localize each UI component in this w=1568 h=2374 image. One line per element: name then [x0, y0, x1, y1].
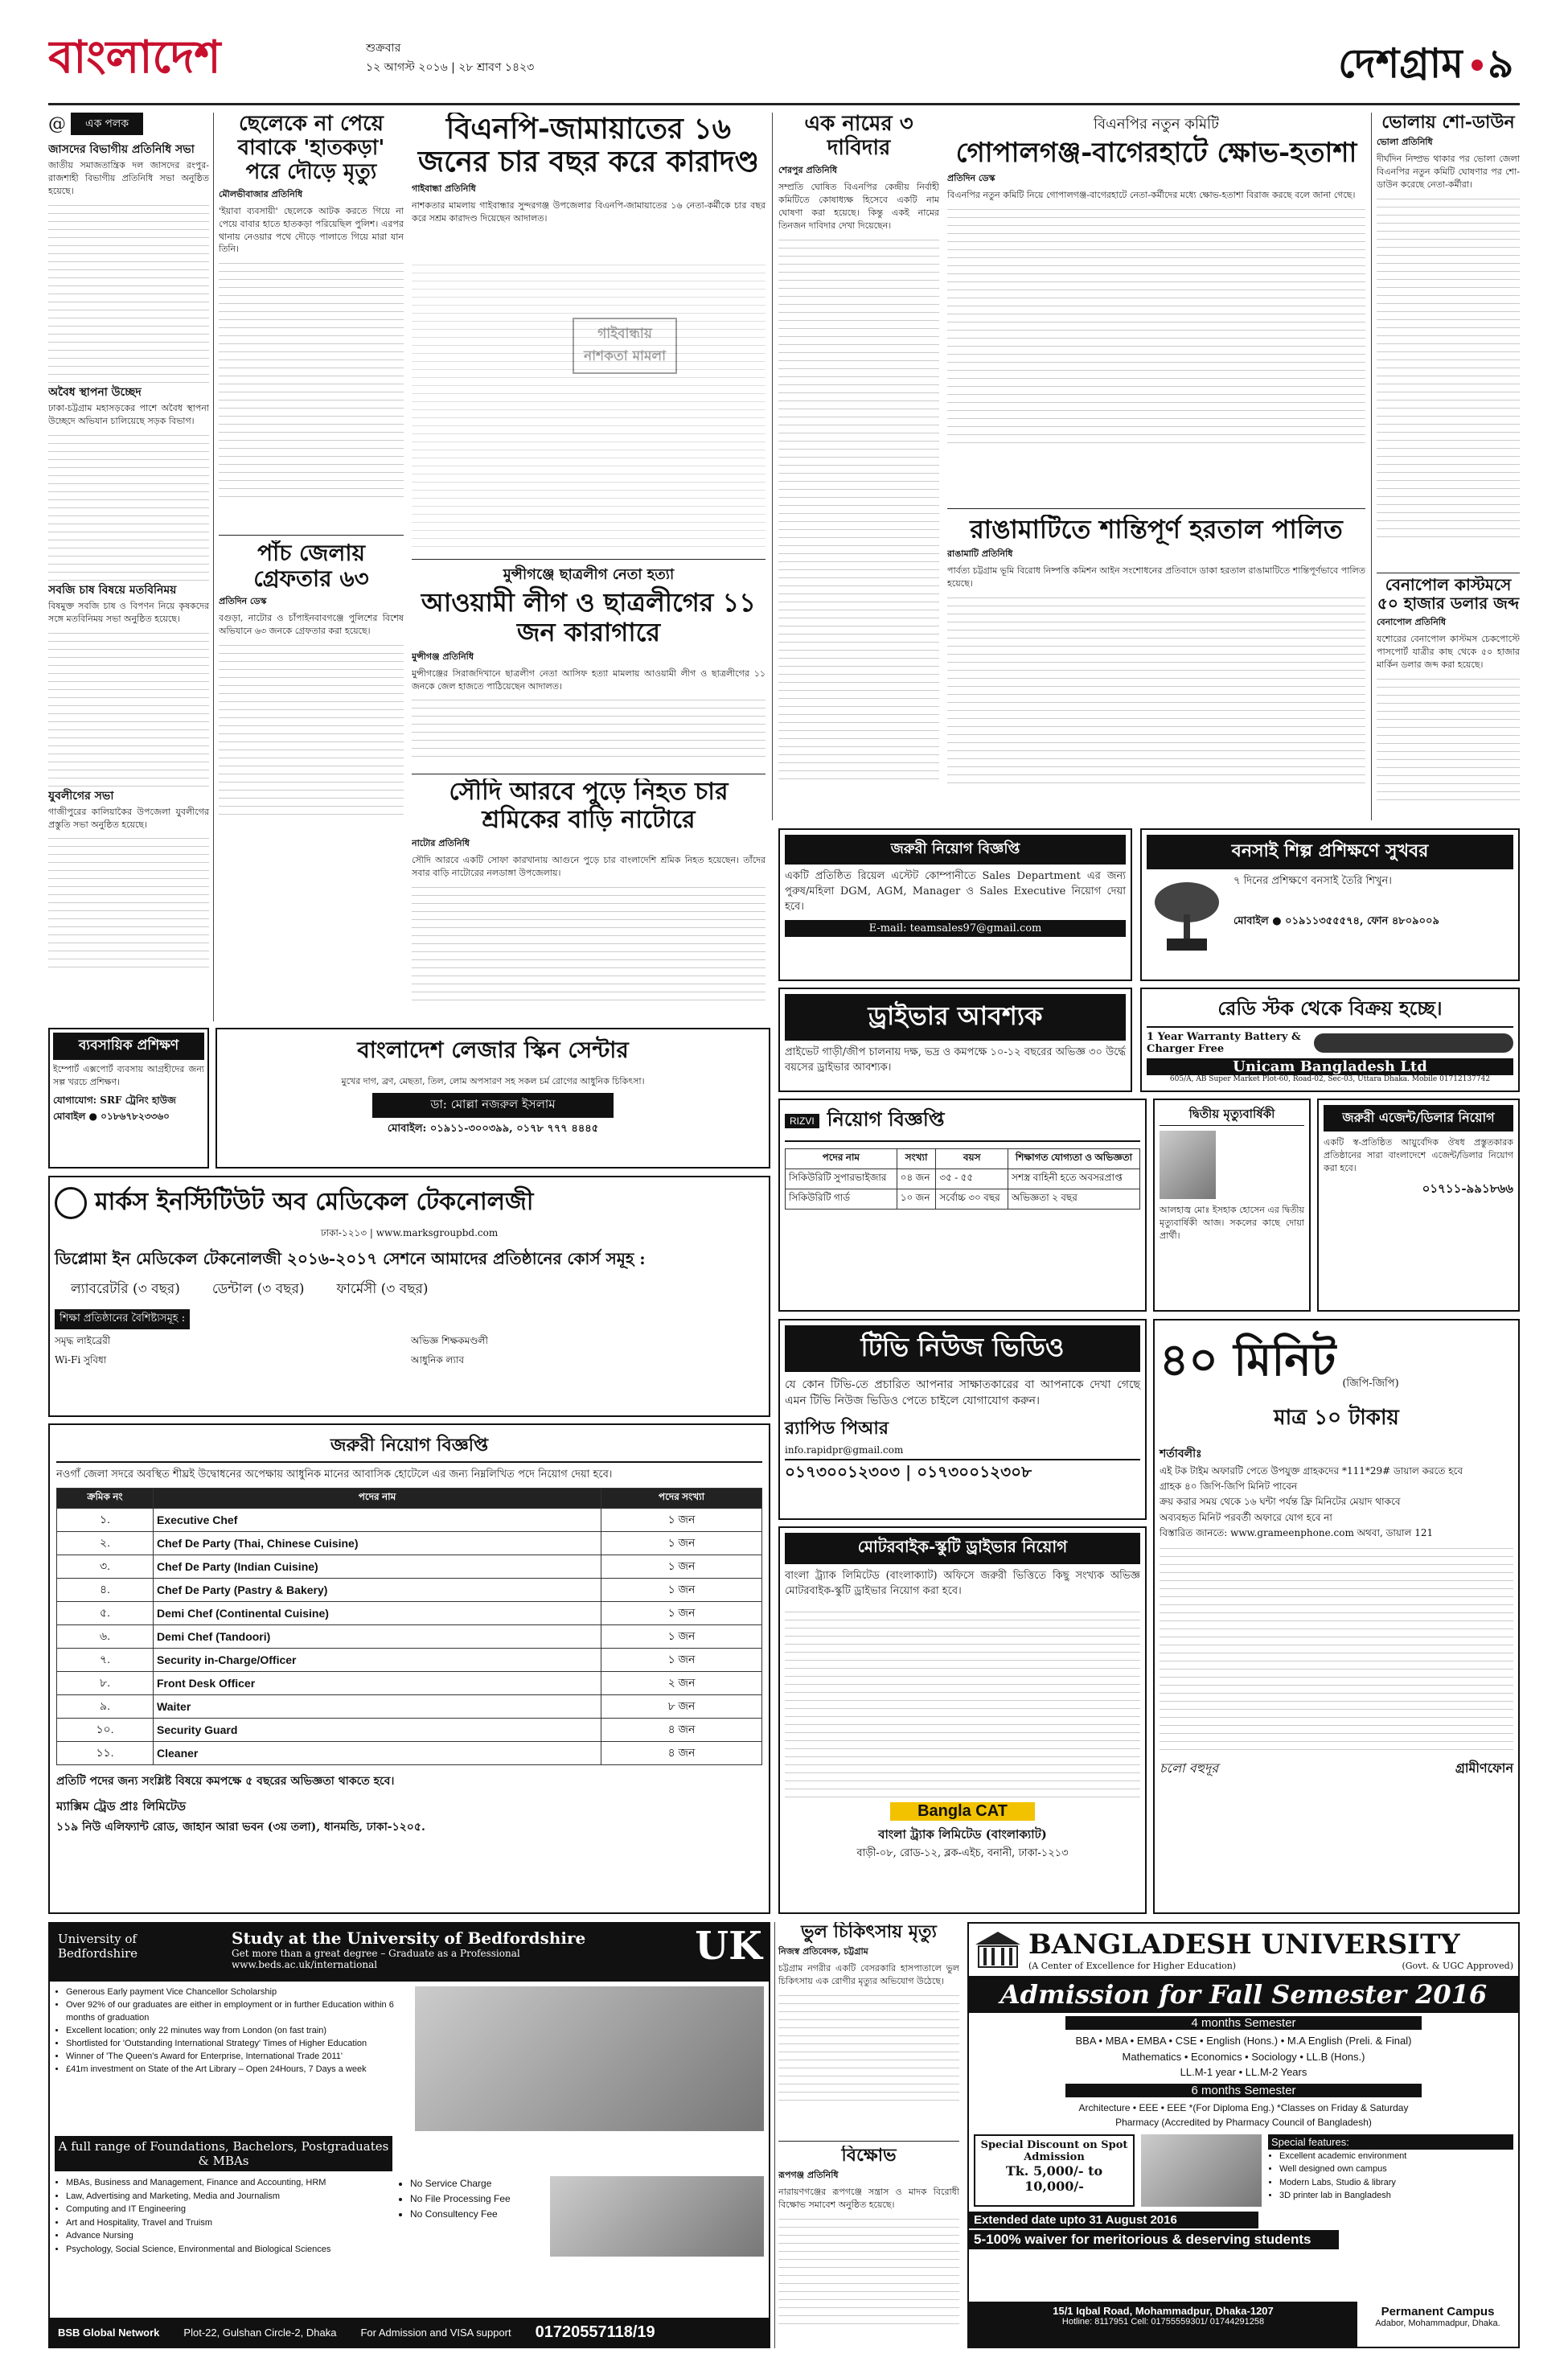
ad-bedford-country: UK	[688, 1924, 769, 1982]
masthead	[48, 23, 1520, 97]
ad-bedford-headline: Study at the University of Bedfordshire	[232, 1928, 586, 1948]
table-cell: অভিজ্ঞতা ২ বছর	[1008, 1189, 1140, 1210]
table-cell: Security Guard	[154, 1718, 601, 1741]
ad-business-contact: যোগাযোগ: SRF ট্রেনিং হাউজ	[53, 1094, 176, 1106]
ad-agent-body: একটি স্ব-প্রতিষ্ঠিত আয়ুর্বেদিক ঔষধ প্রস্তুতকারক প্রতিষ্ঠানের সারা বাংলাদেশে এজেন্ট/ডিলার নিয়োগ করা হবে।	[1324, 1137, 1513, 1173]
ad-hotel-address: ১১৯ নিউ এলিফ্যান্ট রোড, জাহান আরা ভবন (৩য় তলা), ধানমন্ডি, ঢাকা-১২০৫.	[56, 1820, 425, 1834]
table-cell: ১ জন	[601, 1531, 762, 1555]
ad-leather-phone: মোবাইল: ০১৯১১-৩০০৩৯৯, ০১৭৮ ৭৭৭ ৪৪৪৫	[387, 1122, 599, 1135]
table-row	[57, 1694, 762, 1718]
ad-driver	[778, 988, 1132, 1092]
ad-gp-term: ক্রয় করার সময় থেকে ১৬ ঘন্টা পর্যন্ত ফ্রি মিনিটের মেয়াদ থাকবে	[1160, 1496, 1401, 1508]
ad-bonsai	[1140, 828, 1520, 981]
students-photo	[1141, 2134, 1262, 2207]
ad-hotel-col: ক্রমিক নং	[57, 1488, 154, 1508]
table-cell: ৫.	[57, 1601, 154, 1624]
ad-bike-title: মোটরবাইক-স্কুটি ড্রাইভার নিয়োগ	[785, 1533, 1140, 1564]
ek-palok-item-body: ঢাকা-চট্টগ্রাম মহাসড়কের পাশে অবৈধ স্থাপনা উচ্ছেদে অভিযান চালিয়েছে সড়ক বিভাগ।	[48, 402, 209, 426]
ad-bike-body: বাংলা ট্র্যাক লিমিটেড (বাংলাক্যাট) অফিসে জরুরী ভিত্তিতে কিছু সংখ্যক অভিজ্ঞ মোটরবাইক-স্কুটি ড্রাইভার নিয়োগ করা হবে।	[785, 1570, 1140, 1597]
ek-palok-item-title: যুবলীগের সভা	[48, 789, 114, 803]
ad-hotel-title: জরুরী নিয়োগ বিজ্ঞপ্তি	[56, 1431, 762, 1463]
story-benapole	[1377, 576, 1520, 817]
table-cell: সশস্ত্র বাহিনী হতে অবসরপ্রাপ্ত	[1008, 1169, 1140, 1189]
story-bnp	[412, 113, 766, 555]
ad-business-body: ইম্পোর্ট এক্সপোর্ট ব্যবসায় আগ্রহীদের জন্য সল্প খরচে প্রশিক্ষণ।	[53, 1064, 204, 1087]
ad-gp	[1153, 1319, 1520, 1914]
ad-tv	[778, 1319, 1147, 1520]
masthead-day: শুক্রবার	[366, 42, 401, 55]
story-wrong	[778, 1922, 959, 2139]
ad-marks-feature: Wi-Fi সুবিধা	[55, 1354, 107, 1366]
ek-palok-header	[48, 113, 209, 135]
ad-bu-program: Mathematics • Economics • Sociology • LL.B (Hons.)	[1122, 2050, 1365, 2063]
story-gopalganj	[947, 113, 1365, 507]
ad-bu-feature: • Modern Labs, Studio & library	[1279, 2176, 1513, 2190]
ad-bu-program: Pharmacy (Accredited by Pharmacy Council of Bangladesh)	[1115, 2116, 1372, 2128]
ad-bu-program: LL.M-1 year • LL.M-2 Years	[1180, 2066, 1307, 2078]
table-cell: ১.	[57, 1508, 154, 1531]
story-gopalganj-body: বিএনপির নতুন কমিটি নিয়ে গোপালগঞ্জ-বাগেরহাটে নেতা-কর্মীদের মধ্যে ক্ষোভ-হতাশা বিরাজ করছে বলে জানা গেছে।	[947, 190, 1356, 201]
ad-leather-title: বাংলাদেশ লেজার স্কিন সেন্টার	[357, 1037, 629, 1063]
ad-bu-discount: Tk. 5,000/- to 10,000/-	[1005, 2162, 1103, 2194]
story-benapole-byline: বেনাপোল প্রতিনিধি	[1377, 617, 1447, 627]
story-protest-headline: বিক্ষোভ	[841, 2146, 897, 2166]
table-cell: সিকিউরিটি গার্ড	[786, 1189, 897, 1210]
story-benapole-headline: বেনাপোল কাস্টমসে ৫০ হাজার ডলার জব্দ	[1377, 576, 1520, 613]
ad-marks-feature: অভিজ্ঞ শিক্ষকমণ্ডলী	[411, 1335, 488, 1346]
ek-palok-item-title: অবৈধ স্থাপনা উচ্ছেদ	[48, 385, 142, 399]
ad-death-title: দ্বিতীয় মৃত্যুবার্ষিকী	[1160, 1105, 1304, 1126]
ad-rizvi-table	[785, 1148, 1140, 1210]
ad-bedford-perk: • No File Processing Fee	[410, 2191, 544, 2207]
ad-gp-tagline: চলো বহুদূর	[1160, 1760, 1219, 1776]
table-row	[57, 1671, 762, 1694]
ad-unicam	[1140, 988, 1520, 1092]
table-cell: Cleaner	[154, 1741, 601, 1764]
ad-marks	[48, 1176, 770, 1417]
bonsai-tree-icon	[1147, 874, 1227, 955]
portrait-photo	[1160, 1131, 1216, 1199]
ek-palok-item	[48, 787, 209, 968]
table-row	[57, 1624, 762, 1648]
ad-rizvi-col: শিক্ষাগত যোগ্যতা ও অভিজ্ঞতা	[1008, 1149, 1140, 1169]
story-benapole-body: যশোরের বেনাপোল কাস্টমস চেকপোস্টে পাসপোর্ট যাত্রীর কাছ থেকে ৫০ হাজার মার্কিন ডলার জব্দ করা হয়েছে।	[1377, 634, 1520, 670]
story-gopalganj-byline: প্রতিদিন ডেস্ক	[947, 173, 995, 184]
story-awami-headline: আওয়ামী লীগ ও ছাত্রলীগের ১১ জন কারাগারে	[421, 587, 757, 647]
ad-bedford-admission: For Admission and VISA support	[360, 2326, 511, 2339]
table-cell: ১০.	[57, 1718, 154, 1741]
ad-bu-sem4: 4 months Semester	[1065, 2016, 1422, 2030]
story-saudi	[412, 778, 766, 1020]
ad-marks-address: ঢাকা-১২১৩ | www.marksgroupbd.com	[320, 1227, 499, 1238]
ad-tv-brand: র‍্যাপিড পিআর	[785, 1417, 889, 1439]
story-five-byline: প্রতিদিন ডেস্ক	[219, 596, 267, 607]
table-cell: ৬.	[57, 1624, 154, 1648]
ad-bu-address: 15/1 Iqbal Road, Mohammadpur, Dhaka-1207	[1053, 2305, 1274, 2317]
ad-bedford-bullet: • Shortlisted for 'Outstanding International Strategy' Times of Higher Education	[66, 2038, 408, 2051]
student-photo	[550, 2176, 764, 2257]
ad-bu-approved: (Govt. & UGC Approved)	[1402, 1961, 1513, 1971]
table-cell: ১ জন	[601, 1648, 762, 1671]
table-cell: ১ জন	[601, 1555, 762, 1578]
ad-bedford-perk: • No Service Charge	[410, 2176, 544, 2191]
ad-bedford-url: www.beds.ac.uk/international	[232, 1959, 378, 1970]
story-bhola-headline: ভোলায় শো-ডাউন	[1381, 113, 1515, 133]
story-gopalganj-headline: গোপালগঞ্জ-বাগেরহাটে ক্ষোভ-হতাশা	[955, 137, 1357, 169]
ad-bedford	[48, 1922, 770, 2348]
campus-photo	[415, 1986, 764, 2131]
ad-hotel	[48, 1423, 770, 1914]
table-cell: ২ জন	[601, 1671, 762, 1694]
ad-hotel-col: পদের নাম	[154, 1488, 601, 1508]
story-one-name-byline: শেরপুর প্রতিনিধি	[778, 164, 838, 175]
marks-logo-icon	[55, 1187, 87, 1219]
table-cell: ৪ জন	[601, 1741, 762, 1764]
ad-sales-title: জরুরী নিয়োগ বিজ্ঞপ্তি	[785, 835, 1126, 865]
table-row	[57, 1741, 762, 1764]
table-row	[786, 1189, 1140, 1210]
ad-bedford-range: A full range of Foundations, Bachelors, Postgraduates & MBAs	[55, 2136, 392, 2171]
ek-palok-label: এক পলক	[71, 113, 143, 135]
table-cell: Chef De Party (Indian Cuisine)	[154, 1555, 601, 1578]
ad-bedford-sub: Get more than a great degree – Graduate as a Professional	[232, 1948, 520, 1959]
table-row	[57, 1508, 762, 1531]
ad-business	[48, 1028, 209, 1169]
ad-bedford-phone: 01720557118/19	[535, 2323, 655, 2341]
story-bnp-body: নাশকতার মামলায় গাইবান্ধার সুন্দরগঞ্জ উপজেলার বিএনপি-জামায়াতের ১৬ নেতা-কর্মীকে চার বছর করে সশ্রম কারাদণ্ড দিয়েছেন আদালত।	[412, 199, 766, 224]
ad-sales	[778, 828, 1132, 981]
table-cell: ২.	[57, 1531, 154, 1555]
story-rangamati	[947, 515, 1365, 820]
ad-bu-campus-addr: Adabor, Mohammadpur, Dhaka.	[1375, 2319, 1500, 2328]
story-saudi-byline: নাটোর প্রতিনিধি	[412, 838, 470, 848]
story-wrong-byline: নিজস্ব প্রতিবেদক, চট্টগ্রাম	[778, 1946, 868, 1957]
section-dot-icon	[1472, 60, 1483, 71]
ad-gp-term: বিস্তারিত জানতে: www.grameenphone.com অথবা, ডায়াল 121	[1160, 1526, 1434, 1538]
table-row	[786, 1169, 1140, 1189]
story-protest-byline: রূপগঞ্জ প্রতিনিধি	[778, 2170, 839, 2181]
table-row	[57, 1718, 762, 1741]
ad-marks-feature: সমৃদ্ধ লাইব্রেরী	[55, 1335, 111, 1346]
ad-bedford-agent: BSB Global Network	[58, 2326, 160, 2339]
ad-unicam-warranty: 1 Year Warranty Battery & Charger Free	[1147, 1031, 1301, 1055]
ad-gp-brand: গ্রামীণফোন	[1455, 1760, 1513, 1776]
ad-business-phone: মোবাইল ● ০১৮৬৭৮২৩৩৬০	[53, 1110, 170, 1122]
ad-bu-banner: Admission for Fall Semester 2016	[969, 1976, 1518, 2013]
ad-bonsai-title: বনসাই শিল্প প্রশিক্ষণে সুখবর	[1147, 835, 1513, 869]
table-cell: ১১.	[57, 1741, 154, 1764]
section-title: দেশগ্রাম	[1338, 39, 1463, 87]
ad-tv-title: টিভি নিউজ ভিডিও	[785, 1325, 1140, 1372]
ad-rizvi-title: নিয়োগ বিজ্ঞপ্তি	[827, 1107, 945, 1131]
ad-bu-program: BBA • MBA • EMBA • CSE • English (Hons.) • M.A English (Preli. & Final)	[1075, 2035, 1412, 2047]
story-one-name-headline: এক নামের ৩ দাবিদার	[804, 113, 913, 160]
ad-bonsai-phone: মোবাইল ● ০১৯১১৩৫৫৫৭৪, ফোন ৪৮০৯০০৯	[1233, 914, 1439, 927]
ek-palok-item	[48, 581, 209, 787]
ad-marks-course: ডেন্টাল (৩ বছর)	[211, 1281, 305, 1297]
ad-bike-address: বাড়ী-০৮, রোড-১২, ব্লক-এইচ, বনানী, ঢাকা-১২১৩	[856, 1846, 1069, 1859]
table-cell: Chef De Party (Thai, Chinese Cuisine)	[154, 1531, 601, 1555]
ad-bu-feature: • Well designed own campus	[1279, 2162, 1513, 2176]
ad-leather-body: মুখের দাগ, ব্রণ, মেছতা, তিল, লোম অপসারণ সহ সকল চর্ম রোগের আধুনিক চিকিৎসা।	[341, 1076, 645, 1086]
ad-death-body: আলহাজ্ব মোঃ ইসহাক হোসেন এর দ্বিতীয় মৃত্যুবার্ষিকী আজ। সকলের কাছে দোয়া প্রার্থী।	[1160, 1205, 1304, 1241]
story-rangamati-headline: রাঙামাটিতে শান্তিপূর্ণ হরতাল পালিত	[970, 515, 1343, 544]
ad-marks-name: মার্কস ইনস্টিটিউট অব মেডিকেল টেকনোলজী	[95, 1188, 534, 1216]
story-one-name-body: সম্প্রতি ঘোষিত বিএনপির কেন্দ্রীয় নির্বাহী কমিটিতে কোষাধ্যক্ষ হিসেবে একটি নাম ঘোষণা করা হয়েছে। কিন্তু একই নামের তিনজন দাবিদার দেখা দিয়েছেন।	[778, 181, 939, 231]
table-cell: Security in-Charge/Officer	[154, 1648, 601, 1671]
story-awami	[412, 563, 766, 772]
ad-hotel-intro: নওগাঁ জেলা সদরে অবস্থিত শীঘ্রই উদ্বোধনের অপেক্ষায় আধুনিক মানের আবাসিক হোটেলে এর জন্য নিম্নলিখিত পদে নিয়োগ দেয়া হবে।	[56, 1468, 613, 1481]
ad-bu-sem6: 6 months Semester	[1065, 2084, 1422, 2097]
ad-gp-term: গ্রাহক ৪০ জিপি-জিপি মিনিট পাবেন	[1160, 1481, 1298, 1493]
ad-bu-hotline: Hotline: 8117951 Cell: 01755559301/ 01744291258	[1061, 2317, 1265, 2327]
ad-bu-extended: Extended date upto 31 August 2016	[969, 2212, 1258, 2228]
ad-bedford-address: Plot-22, Gulshan Circle-2, Dhaka	[183, 2326, 337, 2339]
ad-hotel-footer: প্রতিটি পদের জন্য সংশ্লিষ্ট বিষয়ে কমপক্ষে ৫ বছরের অভিজ্ঞতা থাকতে হবে।	[56, 1774, 395, 1788]
story-one-name	[778, 113, 939, 820]
ad-bedford-course: • Psychology, Social Science, Environmental and Biological Sciences	[66, 2243, 392, 2257]
ad-tv-phone: ০১৭৩০০১২৩০৩ | ০১৭৩০০১২৩০৮	[785, 1459, 1140, 1487]
ad-rizvi-logo: RIZVI	[785, 1114, 819, 1128]
ek-palok-item-body: গাজীপুরের কালিয়াকৈর উপজেলা যুবলীগের প্রস্তুতি সভা অনুষ্ঠিত হয়েছে।	[48, 806, 209, 830]
ad-bu-campus: Permanent Campus	[1381, 2305, 1495, 2319]
table-cell: ৮.	[57, 1671, 154, 1694]
table-cell: Executive Chef	[154, 1508, 601, 1531]
table-row	[57, 1648, 762, 1671]
page-number: ৯	[1488, 39, 1514, 87]
table-cell: ১ জন	[601, 1508, 762, 1531]
ad-gp-offer: ৪০ মিনিট	[1160, 1333, 1336, 1386]
table-cell: সর্বোচ্চ ৩০ বছর	[936, 1189, 1008, 1210]
ad-driver-body: প্রাইভেট গাড়ী/জীপ চালনায় দক্ষ, ভদ্র ও কমপক্ষে ১০-১২ বছরের অভিজ্ঞ ৩০ উর্দ্ধে বয়সের ড্রাইভার আবশ্যক।	[785, 1046, 1126, 1074]
ad-rizvi-col: বয়স	[936, 1149, 1008, 1169]
ek-palok-item	[48, 140, 209, 383]
ad-rizvi-col: সংখ্যা	[897, 1149, 936, 1169]
ad-leather	[215, 1028, 770, 1169]
story-protest-body: নারায়ণগঞ্জের রূপগঞ্জে সন্ত্রাস ও মাদক বিরোধী বিক্ষোভ সমাবেশ অনুষ্ঠিত হয়েছে।	[778, 2187, 959, 2211]
ad-gp-term: অব্যবহৃত মিনিট পরবর্তী অফারে যোগ হবে না	[1160, 1511, 1332, 1523]
ad-rizvi-col: পদের নাম	[786, 1149, 897, 1169]
masthead-date: ১২ আগস্ট ২০১৬ | ২৮ শ্রাবণ ১৪২৩	[366, 61, 535, 74]
ad-agent-phone: ০১৭১১-৯৯১৮৬৬	[1422, 1181, 1513, 1196]
ad-marks-course: ল্যাবরেটরি (৩ বছর)	[71, 1281, 180, 1297]
ad-unicam-company: Unicam Bangladesh Ltd	[1147, 1058, 1513, 1075]
ad-tv-email: info.rapidpr@gmail.com	[785, 1444, 904, 1456]
table-cell: Demi Chef (Tandoori)	[154, 1624, 601, 1648]
ad-hotel-company: ম্যাক্সিম ট্রেড প্রাঃ লিমিটেড	[56, 1798, 186, 1813]
ad-hotel-col: পদের সংখ্যা	[601, 1488, 762, 1508]
story-protest	[778, 2146, 959, 2348]
ad-hotel-table	[56, 1488, 762, 1765]
ad-gp-offer-sub: (জিপি-জিপি)	[1342, 1378, 1399, 1390]
ad-bu-subtitle: (A Center of Excellence for Higher Education)	[1028, 1961, 1237, 1971]
ad-sales-body: একটি প্রতিষ্ঠিত রিয়েল এস্টেট কোম্পানীতে Sales Department এর জন্য পুরুষ/মহিলা DGM, AGM, Manager ও Sales Executive নিয়োগ দেয়া হবে।	[785, 870, 1126, 913]
table-cell: ১ জন	[601, 1624, 762, 1648]
table-row	[57, 1601, 762, 1624]
ad-business-title: ব্যবসায়িক প্রশিক্ষণ	[53, 1033, 204, 1060]
ad-bedford-bullet: • £41m investment on State of the Art Library – Open 24Hours, 7 Days a week	[66, 2064, 408, 2076]
story-son-byline: মৌলভীবাজার প্রতিনিধি	[219, 188, 303, 199]
ad-marks-course: ফার্মেসী (৩ বছর)	[336, 1281, 429, 1297]
ad-bedford-course: • Art and Hospitality, Travel and Truism	[66, 2216, 392, 2230]
ad-bedford-perk: • No Consultency Fee	[410, 2207, 544, 2222]
ad-marks-feature: আধুনিক ল্যাব	[411, 1354, 465, 1366]
table-cell: Front Desk Officer	[154, 1671, 601, 1694]
table-cell: ৩.	[57, 1555, 154, 1578]
ad-bike-brand: Bangla CAT	[890, 1802, 1035, 1821]
table-cell: সিকিউরিটি সুপারভাইজার	[786, 1169, 897, 1189]
table-row	[57, 1555, 762, 1578]
story-son-headline: ছেলেকে না পেয়ে বাবাকে 'হাতকড়া' পরে দৌড়ে মৃত্যু	[237, 113, 385, 184]
ek-palok-column	[48, 113, 209, 1021]
table-cell: ১ জন	[601, 1578, 762, 1601]
ad-bonsai-body: ৭ দিনের প্রশিক্ষণে বনসাই তৈরি শিখুন।	[1233, 875, 1392, 887]
ad-bedford-bullet: • Generous Early payment Vice Chancellor Scholarship	[66, 1986, 408, 1999]
ad-bike	[778, 1526, 1147, 1914]
ad-bedford-bullet: • Winner of 'The Queen's Award for Enterprise, International Trade 2011'	[66, 2051, 408, 2064]
story-awami-body: মুন্সীগঞ্জের সিরাজদিখানে ছাত্রলীগ নেতা আসিফ হত্যা মামলায় আওয়ামী লীগ ও ছাত্রলীগের ১১ জনকে জেল হাজতে পাঠিয়েছেন আদালত।	[412, 667, 766, 692]
ad-gp-term: এই টক টাইম অফারটি পেতে উপযুক্ত গ্রাহকদের *111*29# ডায়াল করতে হবে	[1160, 1465, 1463, 1477]
table-cell: ১০ জন	[897, 1189, 936, 1210]
ad-sales-email: E-mail: teamsales97@gmail.com	[785, 920, 1126, 937]
table-cell: ৪ জন	[601, 1718, 762, 1741]
table-cell: Waiter	[154, 1694, 601, 1718]
ek-palok-item-body: জাতীয় সমাজতান্ত্রিক দল জাসদের রংপুর-রাজশাহী বিভাগীয় প্রতিনিধি সভা অনুষ্ঠিত হয়েছে।	[48, 160, 209, 196]
story-wrong-body: চট্টগ্রাম নগরীর একটি বেসরকারি হাসপাতালে ভুল চিকিৎসায় এক রোগীর মৃত্যুর অভিযোগ উঠেছে।	[778, 1963, 959, 1987]
ad-bu-feature: • 3D printer lab in Bangladesh	[1279, 2189, 1513, 2203]
story-bnp-byline: গাইবান্ধা প্রতিনিধি	[412, 183, 476, 194]
ad-bu	[967, 1922, 1520, 2348]
story-rangamati-byline: রাঙামাটি প্রতিনিধি	[947, 548, 1013, 559]
story-rangamati-body: পার্বত্য চট্টগ্রাম ভূমি বিরোধ নিষ্পত্তি কমিশন আইন সংশোধনের প্রতিবাদে ডাকা হরতাল রাঙামাটিতে শান্তিপূর্ণভাবে পালিত হয়েছে।	[947, 565, 1365, 589]
ad-bu-features-title: Special features:	[1268, 2134, 1513, 2150]
table-cell: ৩৫ - ৫৫	[936, 1169, 1008, 1189]
story-gopalganj-kicker: বিএনপির নতুন কমিটি	[1093, 116, 1219, 133]
story-bhola-body: দীর্ঘদিন নিষ্প্রভ থাকার পর ভোলা জেলা বিএনপির নতুন কমিটি ঘোষণার পর শো-ডাউন করেছে নেতা-কর্মীরা।	[1377, 154, 1520, 191]
spiral-icon: @	[48, 113, 66, 134]
story-five	[219, 540, 404, 838]
ad-bedford-course: • MBAs, Business and Management, Finance and Accounting, HRM	[66, 2176, 392, 2190]
table-row	[57, 1531, 762, 1555]
scanner-device-icon	[1314, 1033, 1513, 1053]
story-awami-kicker: মুন্সীগঞ্জে ছাত্রলীগ নেতা হত্যা	[503, 566, 675, 583]
ek-palok-item-title: জাসদের বিভাগীয় প্রতিনিধি সভা	[48, 143, 195, 156]
ek-palok-item	[48, 383, 209, 581]
ad-marks-features-title: শিক্ষা প্রতিষ্ঠানের বৈশিষ্ট্যসমূহ :	[55, 1309, 190, 1329]
story-bnp-headline: বিএনপি-জামায়াতের ১৬ জনের চার বছর করে কারাদণ্ড	[417, 113, 760, 179]
table-cell: ১ জন	[601, 1601, 762, 1624]
ad-bu-name: BANGLADESH UNIVERSITY	[1028, 1928, 1460, 1961]
ad-agent-title: জরুরী এজেন্ট/ডিলার নিয়োগ	[1324, 1105, 1513, 1132]
story-awami-byline: মুন্সীগঞ্জ প্রতিনিধি	[412, 651, 474, 662]
ad-agent	[1317, 1099, 1520, 1312]
table-cell: ৪.	[57, 1578, 154, 1601]
story-son-body: 'ইয়াবা ব্যবসায়ী' ছেলেকে আটক করতে গিয়ে না পেয়ে বাবার হাতে হাতকড়া পরিয়েছিল পুলিশ। এরপর থানায় নেওয়ার পথে দৌড়ে পালাতে গিয়ে মারা যান তিনি।	[219, 205, 404, 255]
story-son	[219, 113, 404, 531]
story-bhola-byline: ভোলা প্রতিনিধি	[1377, 137, 1433, 148]
table-cell: ৭.	[57, 1648, 154, 1671]
ek-palok-item-body: বিষমুক্ত সবজি চাষ ও বিপণন নিয়ে কৃষকদের সঙ্গে মতবিনিময় সভা অনুষ্ঠিত হয়েছে।	[48, 600, 209, 624]
table-cell: ৮ জন	[601, 1694, 762, 1718]
ad-gp-terms-title: শর্তাবলীঃ	[1160, 1448, 1202, 1460]
university-building-icon	[974, 1930, 1022, 1970]
ad-unicam-address: 605/A, AB Super Market Plot-60, Road-02, Sec-03, Uttara Dhaka. Mobile 01712137742	[1169, 1075, 1491, 1083]
ad-bedford-course: • Advance Nursing	[66, 2229, 392, 2243]
table-cell: Chef De Party (Pastry & Bakery)	[154, 1578, 601, 1601]
table-cell: ০৪ জন	[897, 1169, 936, 1189]
ad-bedford-course: • Computing and IT Engineering	[66, 2203, 392, 2216]
table-cell: Demi Chef (Continental Cuisine)	[154, 1601, 601, 1624]
ad-unicam-title: রেডি স্টক থেকে বিক্রয় হচ্ছে।	[1147, 994, 1513, 1028]
ad-gp-price: মাত্র ১০ টাকায়	[1274, 1406, 1399, 1430]
ad-marks-headline: ডিপ্লোমা ইন মেডিকেল টেকনোলজী ২০১৬-২০১৭ সেশনে আমাদের প্রতিষ্ঠানের কোর্স সমূহ :	[55, 1249, 646, 1268]
ad-bedford-bullet: • Excellent location; only 22 minutes way from London (on fast train)	[66, 2025, 408, 2038]
ad-bu-feature: • Excellent academic environment	[1279, 2150, 1513, 2163]
table-row	[57, 1578, 762, 1601]
story-wrong-headline: ভুল চিকিৎসায় মৃত্যু	[801, 1922, 937, 1942]
ad-death	[1153, 1099, 1311, 1312]
ad-tv-body: যে কোন টিভি-তে প্রচারিত আপনার সাক্ষাতকারের বা আপনাকে দেখা গেছে এমন টিভি নিউজ ভিডিও পেতে চাইলে যোগাযোগ করুন।	[785, 1378, 1140, 1408]
story-saudi-headline: সৌদি আরবে পুড়ে নিহত চার শ্রমিকের বাড়ি নাটোরে	[449, 778, 729, 834]
story-saudi-body: সৌদি আরবে একটি সোফা কারখানায় আগুনে পুড়ে চার বাংলাদেশি শ্রমিক নিহত হয়েছেন। তাঁদের সবার বাড়ি নাটোরের নলডাঙ্গা উপজেলায়।	[412, 855, 766, 878]
ad-bedford-bullet: • Over 92% of our graduates are either in employment or in further Education within 6 months of graduation	[66, 1999, 408, 2025]
story-five-headline: পাঁচ জেলায় গ্রেফতার ৬৩	[253, 540, 369, 593]
story-bhola	[1377, 113, 1520, 571]
paper-name: বাংলাদেশ	[48, 31, 221, 84]
ad-bedford-university: University of Bedfordshire	[50, 1924, 227, 1982]
ad-leather-doctor: ডা: মোল্লা নজরুল ইসলাম	[372, 1093, 614, 1118]
ek-palok-item-title: সবজি চাষ বিষয়ে মতবিনিময়	[48, 583, 177, 597]
story-five-body: বগুড়া, নাটোর ও চাঁপাইনবাবগঞ্জে পুলিশের বিশেষ অভিযানে ৬৩ জনকে গ্রেফতার করা হয়েছে।	[219, 613, 404, 637]
ad-driver-title: ড্রাইভার আবশ্যক	[785, 994, 1126, 1041]
ad-bu-discount-title: Special Discount on Spot Admission	[980, 2138, 1128, 2163]
ad-rizvi	[778, 1099, 1147, 1312]
ad-bu-waiver: 5-100% waiver for meritorious & deserving students	[969, 2230, 1339, 2249]
ad-bedford-course: • Law, Advertising and Marketing, Media and Journalism	[66, 2190, 392, 2204]
ad-bike-company: বাংলা ট্র্যাক লিমিটেড (বাংলাক্যাট)	[878, 1826, 1047, 1842]
ad-bu-program: Architecture • EEE • EEE *(For Diploma Eng.) *Classes on Friday & Saturday	[1078, 2101, 1409, 2113]
table-cell: ৯.	[57, 1694, 154, 1718]
